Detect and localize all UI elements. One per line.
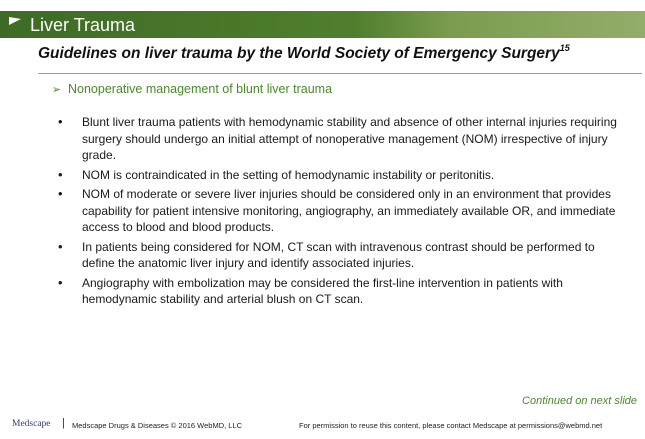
list-item-text: Angiography with embolization may be considered the first-line intervention in patients with hemodynamic stability and arterial blush on CT scan.	[82, 275, 563, 306]
flag-icon	[8, 16, 22, 32]
slide-title-text: Guidelines on liver trauma by the World Society of Emergency Surgery	[38, 45, 560, 63]
list-item	[56, 275, 626, 308]
permission-text: For permission to reuse this content, please contact Medscape at permissions@webmd.net	[299, 421, 603, 430]
slide-title	[38, 44, 638, 63]
bullet-dot-icon: •	[58, 114, 63, 129]
subheading	[52, 82, 332, 96]
list-item	[56, 186, 626, 236]
bullet-list	[56, 114, 626, 311]
bullet-dot-icon: •	[58, 166, 63, 182]
continued-note: Continued on next slide	[522, 395, 637, 407]
bullet-dot-icon: •	[58, 274, 63, 290]
list-item-text: Blunt liver trauma patients with hemodynamic stability and absence of other internal injuries requiring surgery should undergo an initial attempt of nonoperative management (NOM) irrespective of injury grade.	[82, 115, 617, 162]
header-bar	[0, 11, 645, 38]
medscape-logo: Medscape	[12, 419, 51, 429]
copyright-text: Medscape Drugs & Diseases © 2016 WebMD, LLC	[72, 421, 243, 430]
footer	[0, 414, 645, 439]
list-item-text: NOM of moderate or severe liver injuries should be considered only in an environment that provides capability for patient intensive monitoring, angiography, an immediately available OR, and immediate access to blood and blood products.	[82, 187, 616, 234]
bullet-dot-icon: •	[58, 238, 63, 254]
arrow-bullet-icon: ➢	[52, 84, 62, 96]
list-item	[56, 167, 626, 184]
list-item	[56, 239, 626, 272]
subheading-text: Nonoperative management of blunt liver trauma	[68, 82, 333, 96]
bullet-dot-icon: •	[58, 186, 63, 201]
list-item	[56, 114, 626, 164]
header-title: Liver Trauma	[30, 15, 136, 35]
title-reference-number: 15	[559, 43, 570, 53]
title-divider	[38, 73, 642, 74]
footer-separator: |	[62, 417, 65, 429]
list-item-text: NOM is contraindicated in the setting of hemodynamic instability or peritonitis.	[82, 167, 495, 182]
list-item-text: In patients being considered for NOM, CT scan with intravenous contrast should be performed to define the anatomic liver injury and identify associated injuries.	[82, 239, 595, 270]
